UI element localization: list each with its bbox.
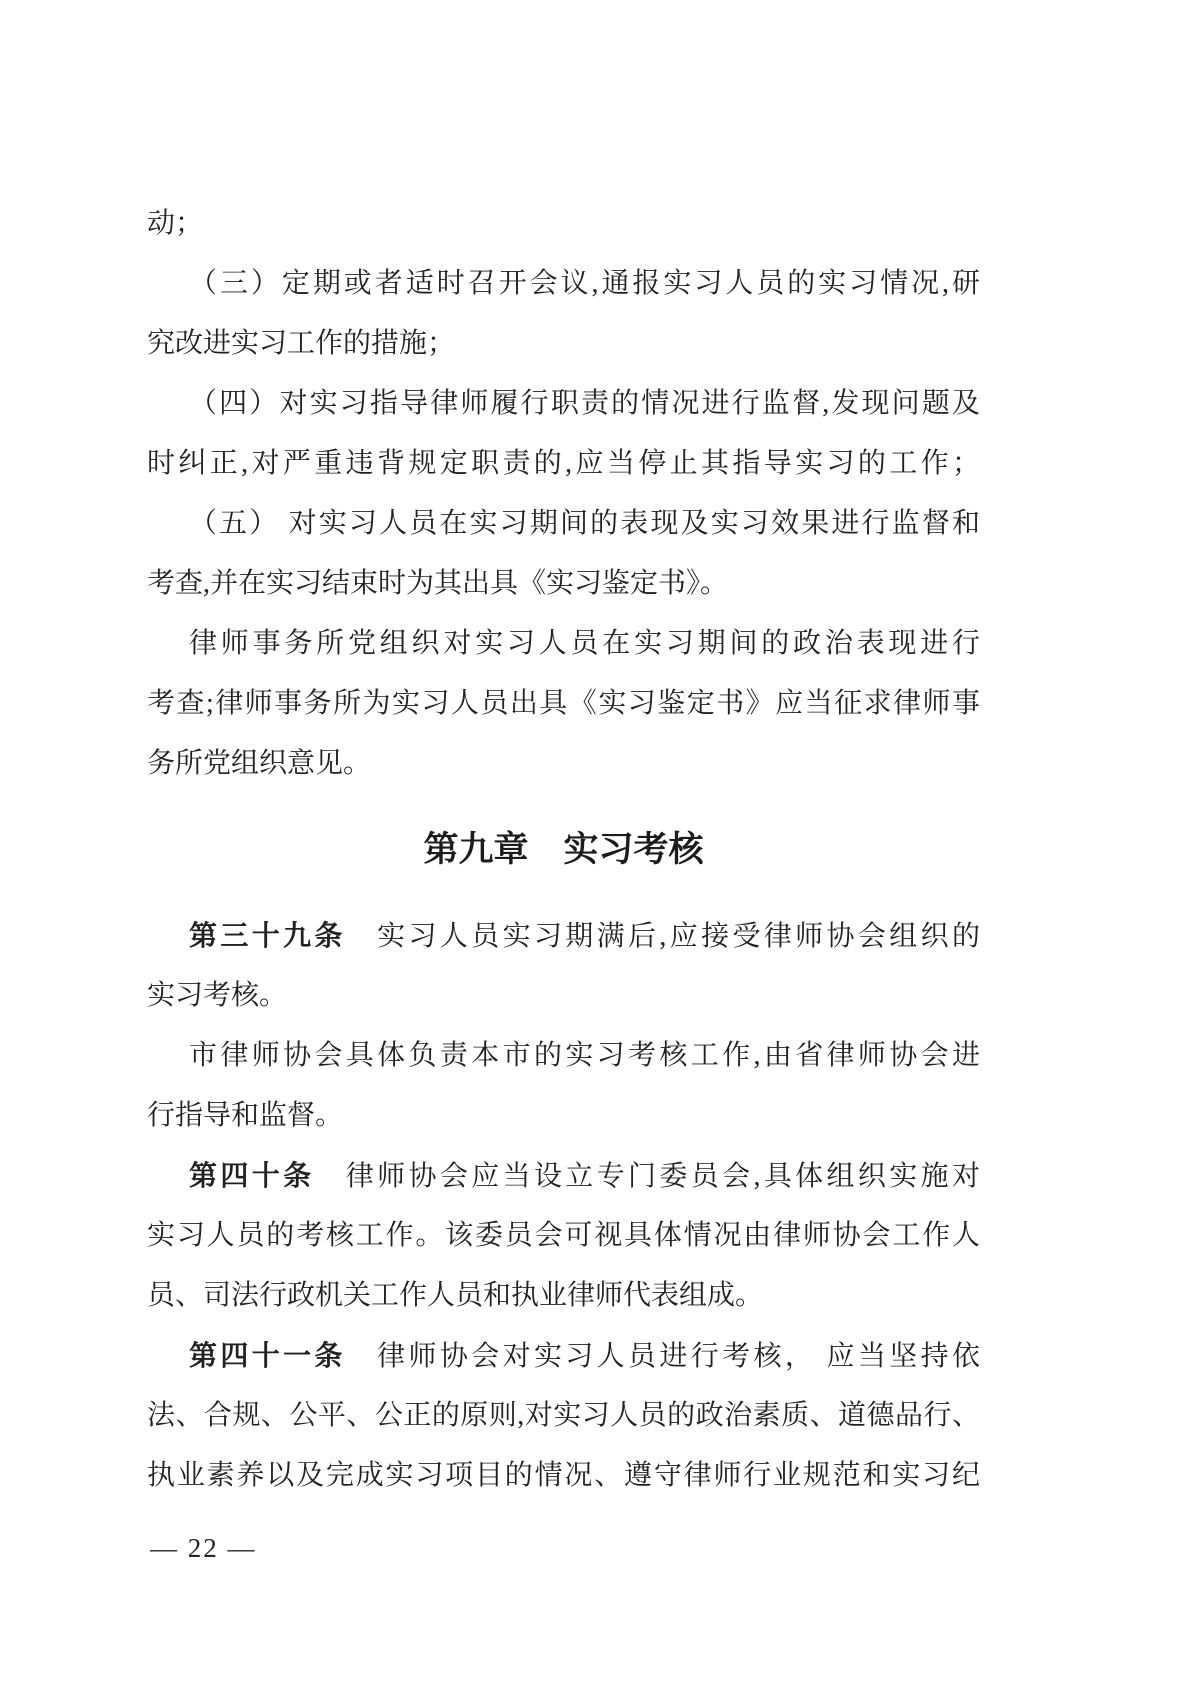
text-line: 究改进实习工作的措施； — [147, 328, 456, 359]
text-line: 实习人员的考核工作。该委员会可视具体情况由律师协会工作人 — [147, 1220, 980, 1251]
text-line — [147, 906, 980, 966]
text-line: 行指导和监督。 — [147, 1100, 344, 1131]
line-text: 律师协会对实习人员进行考核， 应当坚持依 — [345, 1341, 980, 1372]
document-body — [147, 194, 980, 1506]
article-number: 第三十九条 — [189, 920, 346, 951]
text-line — [147, 1326, 980, 1386]
article-number: 第四十条 — [189, 1160, 315, 1191]
page-number: — 22 — — [150, 1533, 257, 1563]
text-line: 务所党组织意见。 — [147, 748, 372, 779]
text-line: 员、司法行政机关工作人员和执业律师代表组成。 — [147, 1280, 764, 1311]
text-line: 市律师协会具体负责本市的实习考核工作,由省律师协会进 — [189, 1040, 980, 1071]
text-line: （四）对实习指导律师履行职责的情况进行监督,发现问题及 — [189, 388, 980, 419]
text-line: 法、合规、公平、公正的原则,对实习人员的政治素质、道德品行、 — [147, 1400, 980, 1431]
chapter-heading: 第九章 实习考核 — [423, 830, 704, 869]
text-line: （三）定期或者适时召开会议,通报实习人员的实习情况,研 — [189, 268, 980, 299]
line-text: 律师协会应当设立专门委员会,具体组织实施对 — [314, 1161, 980, 1192]
text-line: 考查;律师事务所为实习人员出具《实习鉴定书》应当征求律师事 — [147, 688, 980, 719]
text-line: 律师事务所党组织对实习人员在实习期间的政治表现进行 — [189, 628, 980, 659]
line-text: 实习人员实习期满后,应接受律师协会组织的 — [345, 921, 980, 952]
text-line: 实习考核。 — [147, 980, 288, 1011]
text-line: 考查,并在实习结束时为其出具《实习鉴定书》。 — [147, 568, 729, 599]
text-line: 执业素养以及完成实习项目的情况、遵守律师行业规范和实习纪 — [147, 1460, 980, 1491]
article-number: 第四十一条 — [189, 1340, 346, 1371]
text-line — [147, 1146, 980, 1206]
text-line: （五） 对实习人员在实习期间的表现及实习效果进行监督和 — [189, 508, 980, 539]
text-line: 时纠正,对严重违背规定职责的,应当停止其指导实习的工作； — [147, 448, 980, 479]
text-line: 动； — [147, 208, 204, 239]
